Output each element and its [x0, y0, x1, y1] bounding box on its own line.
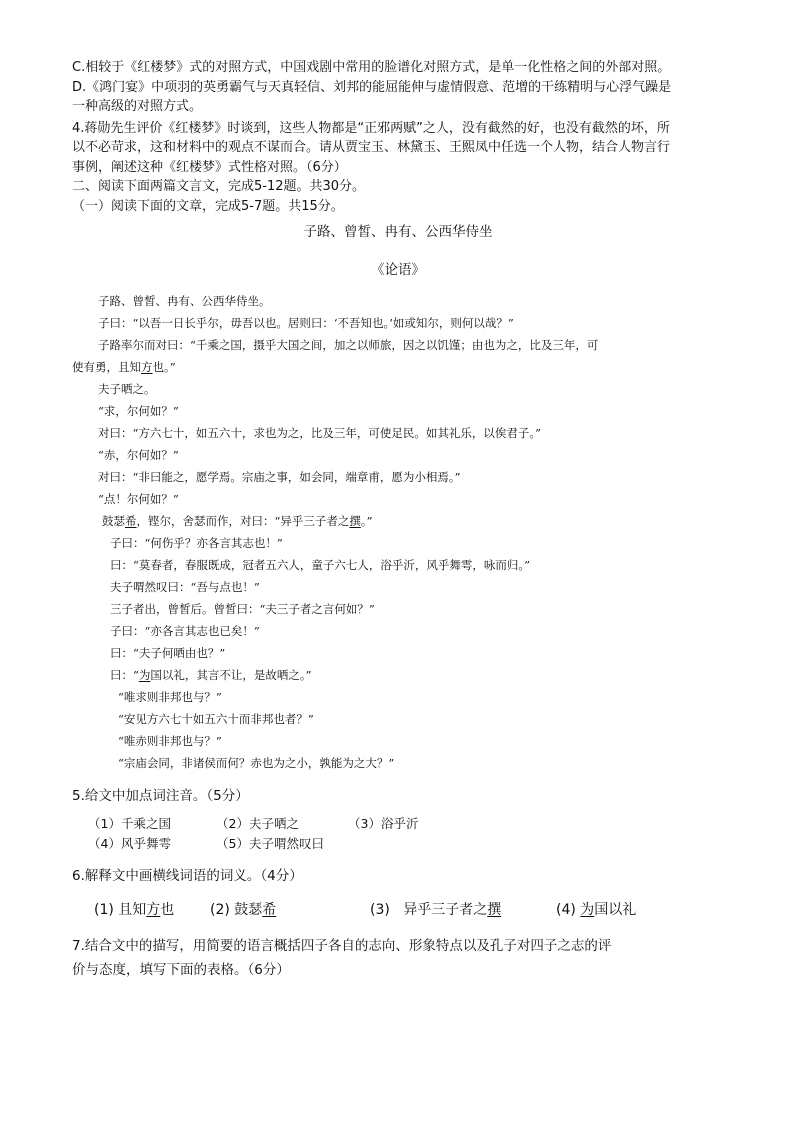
question-7-line1: 7.结合文中的描写，用简要的语言概括四子各自的志向、形象特点以及孔子对四子之志的评	[72, 937, 612, 954]
question-4-line1: 4.蒋勋先生评价《红楼梦》时谈到，这些人物都是“正邪两赋”之人，没有截然的好，也没有截然的坏，所	[72, 120, 670, 136]
passage-text: 使有勇，且知	[72, 359, 141, 374]
underlined-word: 撰	[349, 513, 361, 528]
passage-text: ，铿尔，舍瑟而作，对曰：“异乎三子者之	[136, 513, 350, 528]
exam-page	[72, 58, 724, 982]
question-4-line3: 事例，阐述这种《红楼梦》式性格对照。（6分）	[72, 159, 347, 175]
passage-line: 对曰：“方六七十，如五六十，求也为之，比及三年，可使足民。如其礼乐，以俟君子。”	[98, 425, 542, 440]
q6-item: (3) 异乎三子者之撰	[370, 901, 502, 918]
passage-source: 《论语》	[371, 261, 425, 278]
q6-item: (2) 鼓瑟希	[210, 901, 277, 918]
passage-line: 三子者出，曾皙后。曾皙曰：“夫三子者之言何如？”	[110, 601, 375, 616]
question-7-line2: 价与态度，填写下面的表格。（6分）	[72, 961, 290, 978]
option-d-line1: D.《鸿门宴》中项羽的英勇霸气与天真轻信、刘邦的能屈能伸与虚情假意、范增的干练精明与心浮气躁是	[72, 79, 672, 95]
passage-line: “唯求则非邦也与？”	[118, 689, 222, 704]
passage-line	[72, 664, 724, 686]
passage-line: 夫子喟然叹曰：“吾与点也！”	[110, 579, 260, 594]
passage-line	[72, 356, 724, 378]
passage-line: 子曰：“何伤乎？亦各言其志也！”	[110, 535, 283, 550]
passage-line: “唯赤则非邦也与？”	[118, 733, 222, 748]
section-2-sub: （一）阅读下面的文章，完成5-7题。共15分。	[72, 198, 344, 214]
q5-option: （2）夫子哂之	[216, 815, 299, 831]
passage-title: 子路、曾皙、冉有、公西华侍坐	[303, 224, 493, 240]
underlined-word: 为	[138, 667, 151, 682]
underlined-word: 为	[580, 901, 595, 918]
passage-line: “宗庙会同，非诸侯而何？赤也为之小，孰能为之大？”	[118, 755, 395, 770]
passage-line: “求，尔何如？”	[98, 403, 179, 418]
passage-text: 鼓瑟	[102, 513, 125, 528]
q6-item: (1) 且知方也	[94, 901, 175, 918]
passage-line: “点！尔何如？”	[98, 491, 179, 506]
underlined-word: 方	[141, 359, 153, 374]
passage-line: 子曰：“以吾一日长乎尔，毋吾以也。居则曰：‘不吾知也。’如或知尔，则何以哉？”	[98, 315, 514, 330]
underlined-word: 希	[125, 513, 137, 528]
q5-option: （4）风乎舞雩	[88, 835, 171, 851]
underlined-word: 撰	[487, 901, 502, 918]
passage-line: 夫子哂之。	[98, 381, 156, 396]
passage-line	[72, 510, 724, 532]
passage-text: 曰：“	[110, 667, 139, 682]
q5-option: （3）浴乎沂	[348, 815, 419, 831]
question-6-prompt: 6.解释文中画横线词语的词义。（4分）	[72, 867, 303, 884]
question-6-items	[94, 896, 724, 924]
passage-line: 对曰：“非曰能之，愿学焉。宗庙之事，如会同，端章甫，愿为小相焉。”	[98, 469, 461, 484]
question-5-options	[88, 814, 724, 854]
passage-line: “赤，尔何如？”	[98, 447, 179, 462]
question-5-prompt: 5.给文中加点词注音。（5分）	[72, 787, 249, 804]
passage-text: 国以礼，其言不让，是故哂之。”	[150, 667, 312, 682]
passage-line: “安见方六七十如五六十而非邦也者？”	[118, 711, 314, 726]
passage-line: 曰：“莫春者，春服既成，冠者五六人，童子六七人，浴乎沂，风乎舞雩，咏而归。”	[110, 557, 531, 572]
question-4-line2: 以不必苛求，这和材料中的观点不谋而合。请从贾宝玉、林黛玉、王熙凤中任选一个人物，结合人物言行	[72, 140, 671, 155]
passage-line: 子路率尔而对曰：“千乘之国，摄乎大国之间，加之以师旅，因之以饥馑；由也为之，比及三年，可	[98, 337, 599, 352]
q5-option: （1）千乘之国	[88, 815, 171, 831]
passage-line: 子路、曾皙、冉有、公西华侍坐。	[98, 293, 271, 308]
option-d-line2: 一种高级的对照方式。	[72, 99, 203, 114]
section-2-heading: 二、阅读下面两篇文言文，完成5-12题。共30分。	[72, 179, 366, 194]
passage-text: 也。”	[152, 359, 176, 374]
passage-text: 。”	[360, 513, 373, 528]
passage-line: 子曰：“亦各言其志也已矣！”	[110, 623, 260, 638]
option-c: C.相较于《红楼梦》式的对照方式，中国戏剧中常用的脸谱化对照方式，是单一化性格之间的外部对照。	[72, 60, 671, 75]
q6-item: (4) 为国以礼	[556, 901, 637, 918]
passage-line: 曰：“夫子何哂由也？”	[110, 645, 226, 660]
passage-body	[72, 290, 724, 774]
q5-option: （5）夫子喟然叹曰	[216, 835, 324, 851]
underlined-word: 希	[262, 901, 277, 918]
underlined-word: 方	[146, 901, 161, 918]
